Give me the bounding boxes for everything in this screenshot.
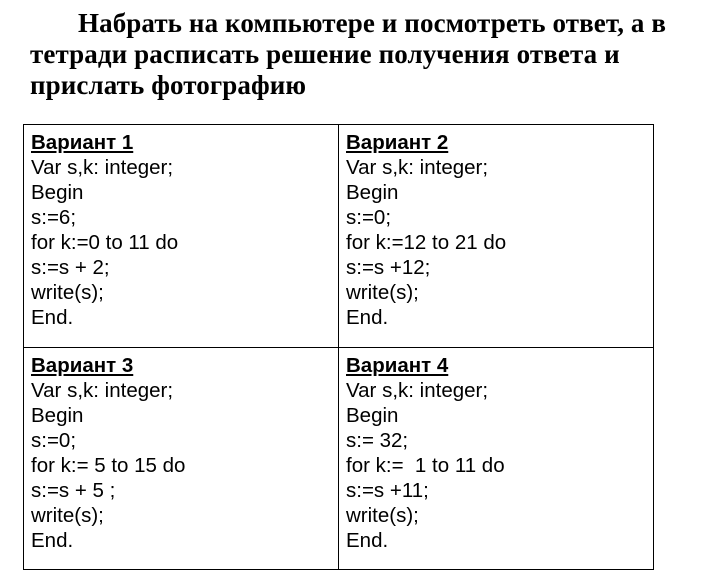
code-line: s:=0;	[346, 206, 392, 229]
variant-heading: Вариант 4	[346, 353, 449, 377]
code-line: s:=0;	[31, 428, 77, 452]
code-line: s:=6;	[31, 206, 77, 229]
variant-heading: Вариант 2	[346, 131, 449, 154]
table-row	[24, 347, 654, 570]
code-line: End.	[31, 528, 74, 552]
code-line: for k:=12 to 21 do	[346, 231, 507, 254]
code-line: write(s);	[346, 503, 419, 527]
variant-heading: Вариант 3	[31, 353, 134, 377]
variant-heading: Вариант 1	[31, 131, 134, 154]
code-line: Begin	[346, 403, 399, 427]
code-line: s:=s +11;	[346, 478, 429, 502]
code-line: Begin	[31, 181, 84, 204]
variant-cell-1	[24, 125, 339, 348]
code-line: s:= 32;	[346, 428, 409, 452]
code-line: write(s);	[346, 281, 419, 304]
code-line: Begin	[346, 181, 399, 204]
code-line: Var s,k: integer;	[31, 378, 174, 402]
variant-cell-3	[24, 347, 339, 570]
code-line: s:=s +12;	[346, 256, 431, 279]
code-line: Var s,k: integer;	[346, 156, 489, 179]
table-row	[24, 125, 654, 348]
code-line: for k:= 5 to 15 do	[31, 453, 186, 477]
page-title: Набрать на компьютере и посмотреть ответ, а в тетради расписать решение получения ответа и прислать фотографию	[30, 8, 667, 100]
code-line: s:=s + 5 ;	[31, 478, 116, 502]
variant-cell-4	[339, 347, 654, 570]
code-line: write(s);	[31, 281, 104, 304]
code-line: Var s,k: integer;	[346, 378, 489, 402]
code-line: End.	[346, 528, 389, 552]
code-line: Begin	[31, 403, 84, 427]
code-line: for k:= 1 to 11 do	[346, 453, 505, 477]
code-line: Var s,k: integer;	[31, 156, 174, 179]
variant-cell-2	[339, 125, 654, 348]
code-line: End.	[31, 306, 74, 329]
code-line: for k:=0 to 11 do	[31, 231, 179, 254]
code-line: s:=s + 2;	[31, 256, 110, 279]
code-line: write(s);	[31, 503, 104, 527]
variants-table	[23, 124, 654, 570]
code-line: End.	[346, 306, 389, 329]
